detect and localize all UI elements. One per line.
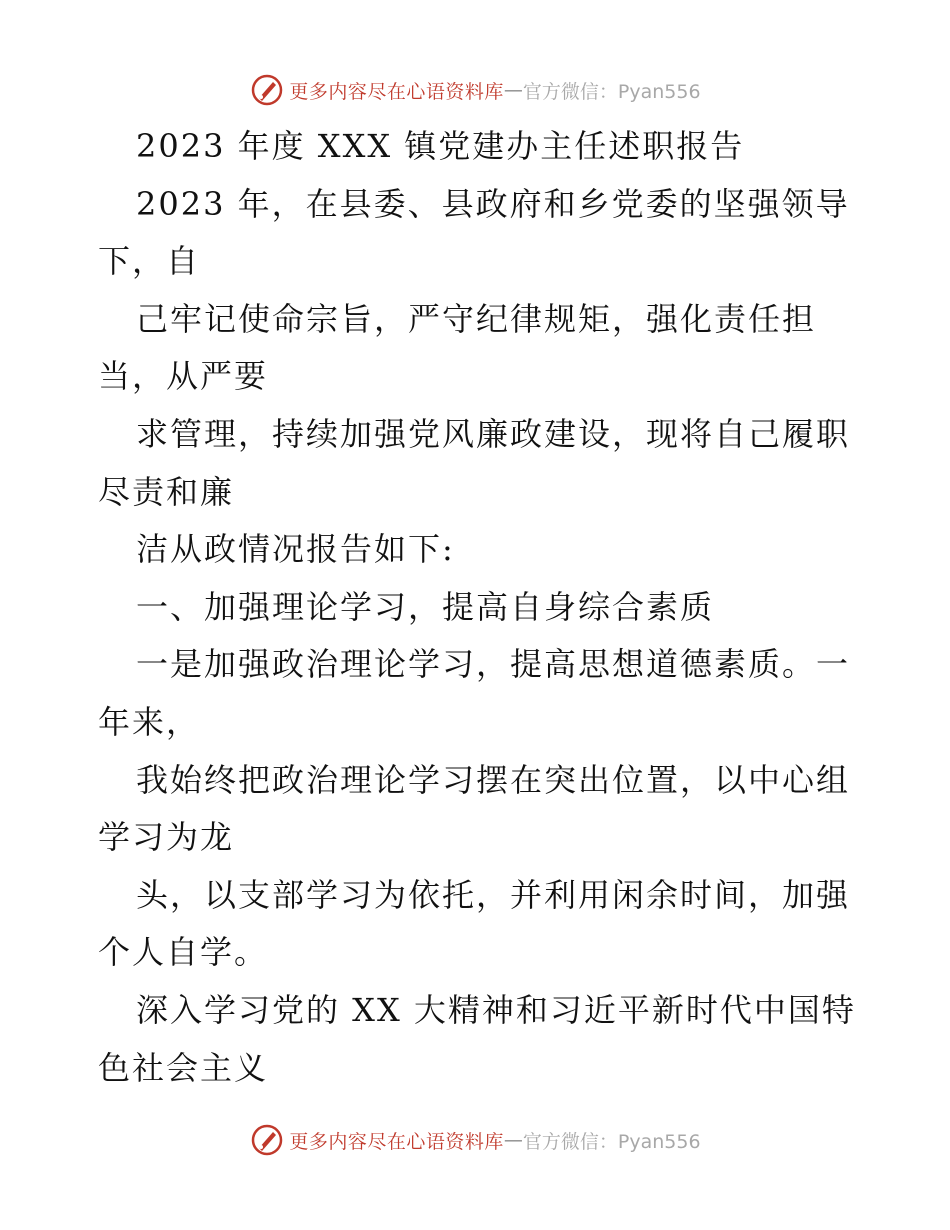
paragraph-line: 头，以支部学习为依托，并利用闲余时间，加强 (136, 875, 851, 914)
watermark-wechat-text: 官方微信：Pyan556 (522, 80, 701, 103)
footer-watermark (0, 1120, 950, 1160)
paragraph-line: 下，自 (98, 242, 201, 281)
paragraph-line: 年来， (98, 702, 201, 741)
paragraph-line: 己牢记使命宗旨，严守纪律规矩，强化责任担 (136, 299, 817, 338)
paragraph-line: 求管理，持续加强党风廉政建设，现将自己履职 (136, 414, 851, 453)
watermark-separator: — (503, 79, 523, 101)
paragraph-line: 尽责和廉 (98, 472, 235, 511)
paragraph-line: 深入学习党的 XX 大精神和习近平新时代中国特 (136, 990, 856, 1029)
document-title: 2023 年度 XXX 镇党建办主任述职报告 (136, 127, 745, 165)
section-heading: 一、加强理论学习，提高自身综合素质 (136, 587, 715, 626)
paragraph-line: 学习为龙 (98, 818, 235, 857)
pen-seal-logo-icon (249, 1122, 285, 1158)
watermark-site-text: 更多内容尽在心语资料库 (289, 1130, 504, 1153)
paragraph-line: 2023 年，在县委、县政府和乡党委的坚强领导 (136, 184, 850, 223)
document-body (98, 118, 858, 1097)
paragraph-line: 色社会主义 (98, 1048, 269, 1087)
watermark-site-text: 更多内容尽在心语资料库 (289, 80, 504, 103)
paragraph-line: 当，从严要 (98, 357, 269, 396)
paragraph-line: 洁从政情况报告如下: (136, 530, 455, 569)
paragraph-line: 一是加强政治理论学习，提高思想道德素质。一 (136, 645, 851, 684)
header-watermark (0, 70, 950, 110)
paragraph-line: 个人自学。 (98, 933, 269, 972)
pen-seal-logo-icon (249, 72, 285, 108)
watermark-wechat-text: 官方微信：Pyan556 (522, 1130, 701, 1153)
paragraph-line: 我始终把政治理论学习摆在突出位置，以中心组 (136, 760, 851, 799)
watermark-separator: — (503, 1129, 523, 1151)
